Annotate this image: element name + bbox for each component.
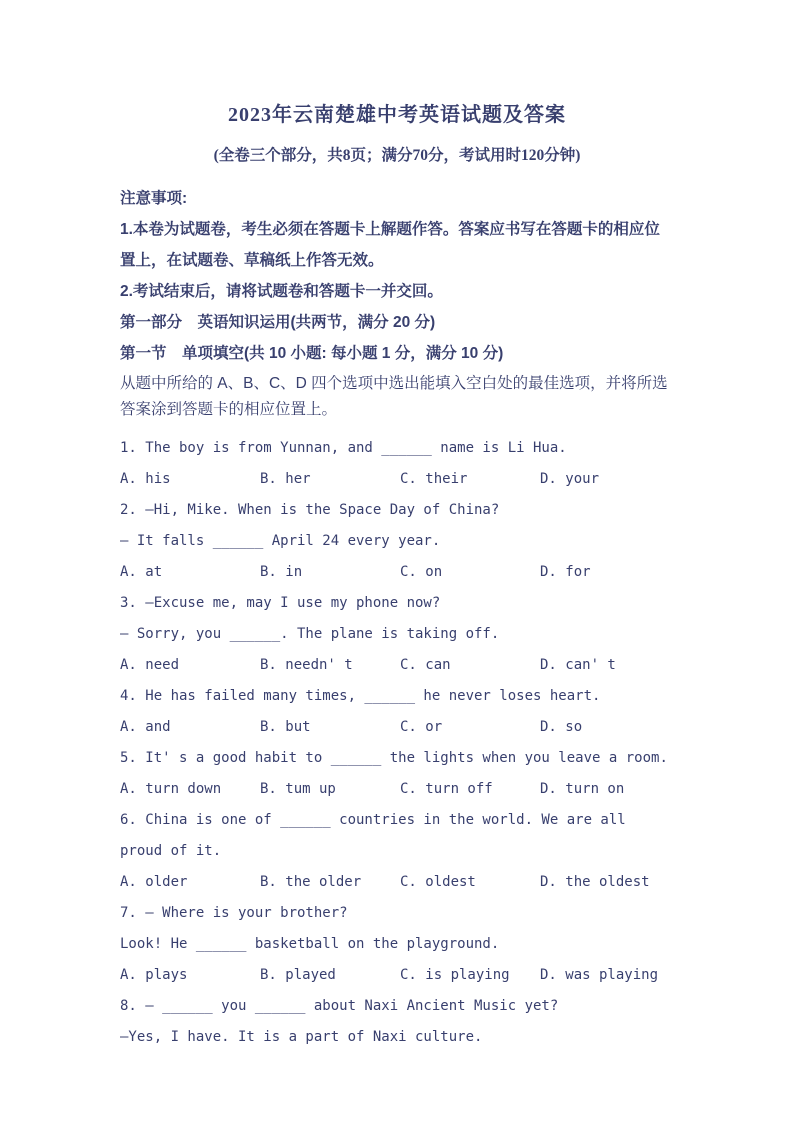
question-6: [120, 805, 674, 898]
options-row: [120, 712, 674, 743]
option-a: A. at: [120, 564, 163, 580]
questions-list: [120, 433, 674, 1053]
option-c: C. turn off: [400, 781, 493, 797]
notice-label: 注意事项:: [120, 190, 188, 207]
option-d: D. was playing: [540, 967, 659, 983]
option-b: B. needn' t: [260, 657, 353, 673]
option-c: C. their: [400, 471, 468, 487]
section1-heading: 第一节 单项填空(共 10 小题: 每小题 1 分，满分 10 分): [120, 345, 504, 362]
options-row: [120, 774, 674, 805]
options-row: [120, 650, 674, 681]
notice-item-2: 2.考试结束后，请将试题卷和答题卡一并交回。: [120, 283, 443, 300]
question-line: Look! He ______ basketball on the playground.: [120, 936, 500, 952]
option-c: C. on: [400, 564, 443, 580]
option-a: A. plays: [120, 967, 188, 983]
notice-item-1: 1.本卷为试题卷，考生必须在答题卡上解题作答。答案应书写在答题卡的相应位置上，在试题卷、草稿纸上作答无效。: [120, 221, 660, 269]
question-2: [120, 495, 674, 588]
option-d: D. for: [540, 564, 591, 580]
option-a: A. turn down: [120, 781, 222, 797]
option-b: B. but: [260, 719, 311, 735]
question-line: 7. — Where is your brother?: [120, 905, 348, 921]
option-a: A. his: [120, 471, 171, 487]
option-b: B. her: [260, 471, 311, 487]
option-d: D. turn on: [540, 781, 625, 797]
question-line: 1. The boy is from Yunnan, and ______ name is Li Hua.: [120, 440, 567, 456]
options-row: [120, 557, 674, 588]
option-b: B. played: [260, 967, 336, 983]
question-7: [120, 898, 674, 991]
option-b: B. in: [260, 564, 303, 580]
option-a: A. older: [120, 874, 188, 890]
option-b: B. tum up: [260, 781, 336, 797]
notice-section: [120, 183, 674, 307]
question-line: 2. —Hi, Mike. When is the Space Day of China?: [120, 502, 500, 518]
question-1: [120, 433, 674, 495]
question-line: — It falls ______ April 24 every year.: [120, 533, 441, 549]
page-subtitle: (全卷三个部分，共8页；满分70分，考试用时120分钟): [213, 147, 581, 164]
question-3: [120, 588, 674, 681]
options-row: [120, 960, 674, 991]
option-d: D. so: [540, 719, 583, 735]
question-line: 8. — ______ you ______ about Naxi Ancient Music yet?: [120, 998, 559, 1014]
part1-heading: 第一部分 英语知识运用(共两节，满分 20 分): [120, 314, 436, 331]
section1-instruction: 从题中所给的 A、B、C、D 四个选项中选出能填入空白处的最佳选项，并将所选答案涂到答题卡的相应位置上。: [120, 375, 668, 418]
question-line: — Sorry, you ______. The plane is taking off.: [120, 626, 500, 642]
question-line: 6. China is one of ______ countries in the world. We are all proud of it.: [120, 812, 635, 859]
option-c: C. oldest: [400, 874, 476, 890]
question-5: [120, 743, 674, 805]
options-row: [120, 464, 674, 495]
option-d: D. your: [540, 471, 600, 487]
page-title: 2023年云南楚雄中考英语试题及答案: [228, 104, 566, 126]
question-line: 3. —Excuse me, may I use my phone now?: [120, 595, 441, 611]
question-8: [120, 991, 674, 1053]
question-line: 4. He has failed many times, ______ he never loses heart.: [120, 688, 601, 704]
option-a: A. need: [120, 657, 180, 673]
option-d: D. can' t: [540, 657, 616, 673]
question-line: 5. It' s a good habit to ______ the lights when you leave a room.: [120, 750, 668, 766]
options-row: [120, 867, 674, 898]
option-c: C. or: [400, 719, 443, 735]
option-a: A. and: [120, 719, 171, 735]
part1-section: [120, 307, 674, 423]
option-d: D. the oldest: [540, 874, 650, 890]
option-c: C. can: [400, 657, 451, 673]
question-line: —Yes, I have. It is a part of Naxi culture.: [120, 1029, 483, 1045]
option-c: C. is playing: [400, 967, 510, 983]
question-4: [120, 681, 674, 743]
option-b: B. the older: [260, 874, 362, 890]
